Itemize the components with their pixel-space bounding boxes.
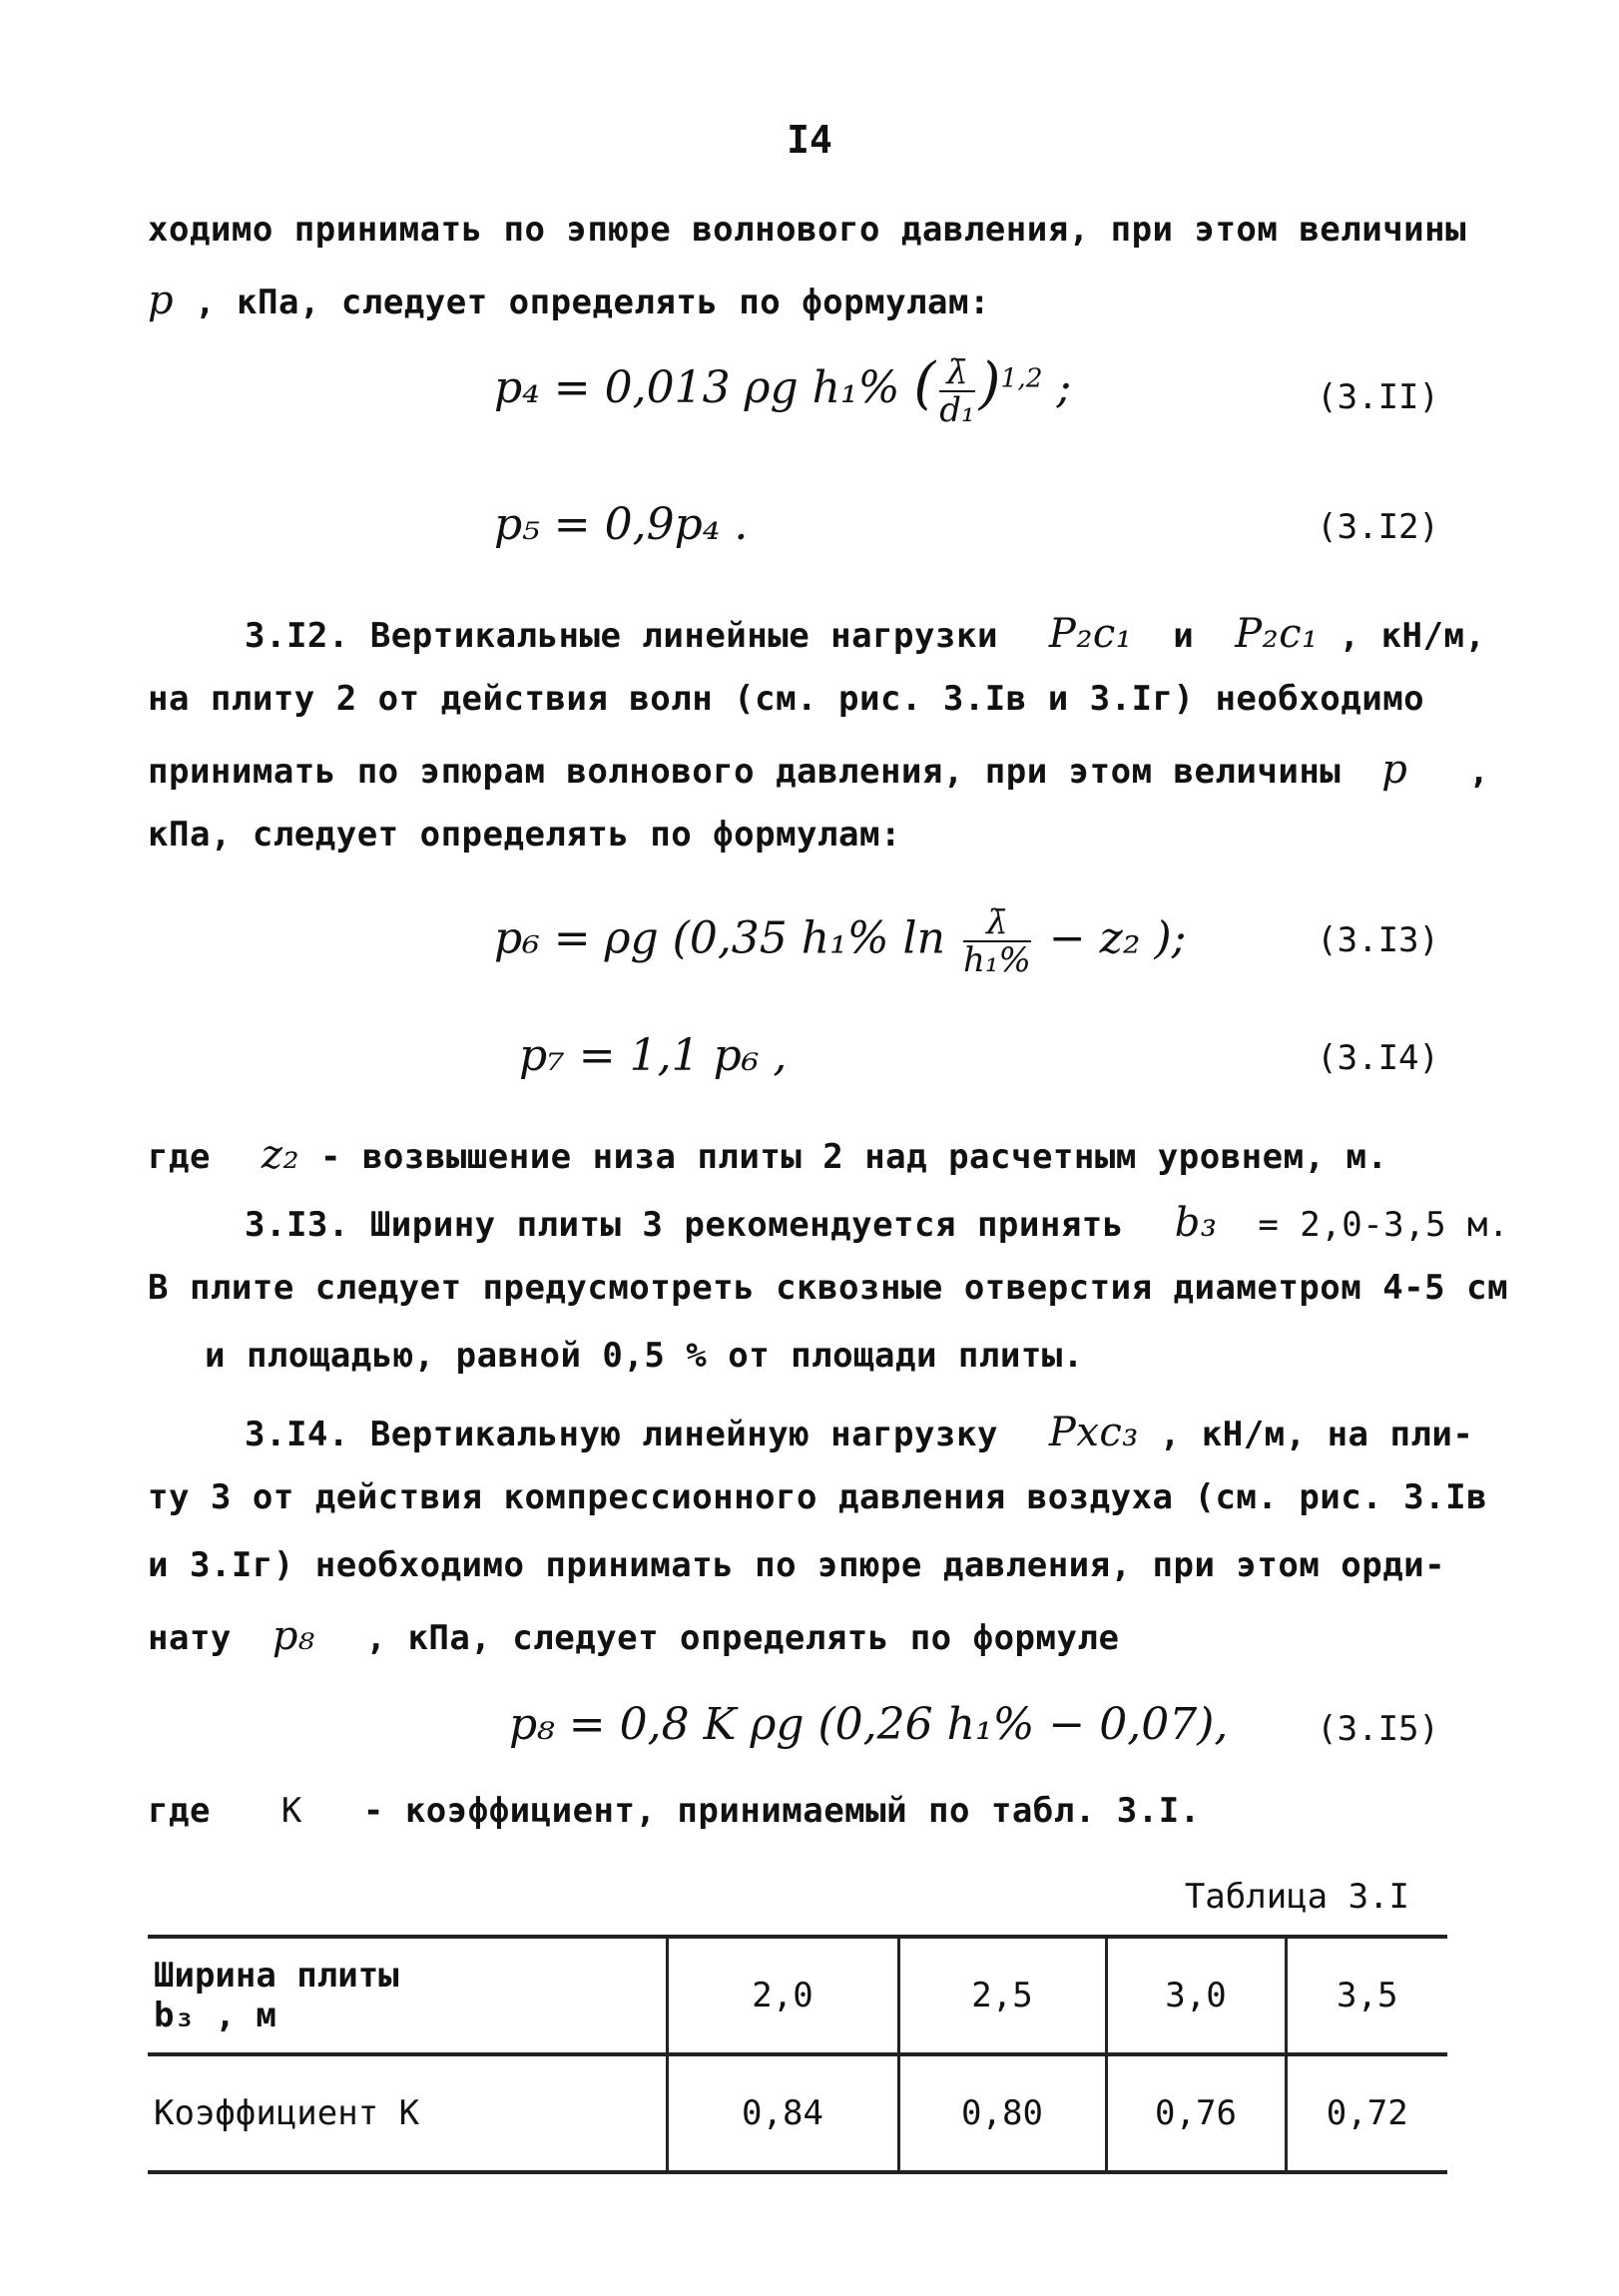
table-row-label: Коэффициент K (148, 2054, 667, 2172)
table-cell: 0,72 (1286, 2054, 1447, 2172)
table-row (148, 2054, 1447, 2172)
equation-number: (3.I5) (1317, 1709, 1439, 1749)
paragraph-line: В плите следует предусмотреть сквозные отверстия диаметром 4-5 см (148, 1268, 1509, 1308)
paragraph-line: и 3.Iг) необходимо принимать по эпюре давления, при этом орди- (148, 1545, 1446, 1585)
paragraph-text: , кПа, следует определять по формулам: (195, 283, 990, 322)
paragraph-line: и площадью, равной 0,5 % от площади плиты. (205, 1336, 1084, 1376)
table-header-row (148, 1937, 1447, 2054)
formula-text: − z₂ ); (1048, 912, 1187, 964)
paragraph-text: нату (148, 1618, 232, 1658)
paragraph-line (148, 1791, 1201, 1831)
symbol-pzc1: P₂c₁ (1235, 611, 1319, 657)
equation-number: (3.I2) (1317, 507, 1439, 547)
paragraph-text: - возвышение низа плиты 2 над расчетным уровнем, м. (320, 1137, 1388, 1177)
symbol-k: K (280, 1791, 302, 1831)
table-header-cell: 3,0 (1106, 1937, 1286, 2054)
paragraph-text: 3.I2. Вертикальные линейные нагрузки (245, 616, 998, 656)
symbol-p: p (148, 278, 175, 323)
page-number: I4 (787, 118, 832, 162)
paragraph-text: 3.I4. Вертикальную линейную нагрузку (245, 1415, 998, 1454)
paragraph-text: = 2,0-3,5 м. (1258, 1205, 1509, 1245)
symbol-pzc1: P₂c₁ (1048, 611, 1133, 657)
formula-3-11: p₄ = 0,013 ρg h₁% ( $\frac{\lambdā}{\text{d₁}}$ )$^{1,2}$ ; (494, 351, 1072, 430)
paragraph-text: и (1173, 616, 1195, 656)
paragraph-line: ходимо принимать по эпюре волнового давления, при этом величины (148, 210, 1467, 250)
symbol-p8: p₈ (271, 1613, 315, 1659)
paragraph-text: , (1468, 752, 1490, 792)
paragraph-line (148, 278, 990, 323)
table-header-cell: 3,5 (1286, 1937, 1447, 2054)
table-header-cell: 2,0 (667, 1937, 898, 2054)
paragraph-line (148, 747, 1489, 793)
table-header-label (148, 1937, 667, 2054)
symbol-p: p (1381, 747, 1408, 793)
formula-3-15: p₈ = 0,8 K ρg (0,26 h₁% − 0,07), (509, 1699, 1229, 1750)
symbol-z2: z₂ (261, 1132, 300, 1178)
paragraph-line: на плиту 2 от действия волн (см. рис. 3.Iв и 3.Iг) необходимо (148, 679, 1425, 719)
paragraph-line: ту 3 от действия компрессионного давления воздуха (см. рис. 3.Iв (148, 1477, 1488, 1517)
paragraph-line (148, 1132, 1387, 1178)
paragraph-line (148, 1613, 1119, 1659)
paragraph-text: , кН/м, (1339, 616, 1486, 656)
header-label-line: Ширина плиты (154, 1956, 399, 1996)
paragraph-text: 3.I3. Ширину плиты 3 рекомендуется принять (245, 1205, 1124, 1245)
fraction-numerator: λ̄ (939, 354, 974, 392)
equation-number: (3.II) (1317, 377, 1439, 417)
paragraph-text: где (148, 1791, 211, 1831)
exponent: 1,2 (1000, 362, 1043, 394)
table-caption: Таблица 3.I (1184, 1877, 1409, 1917)
header-label-line: b₃ , м (154, 1996, 276, 2035)
paragraph-text: , кПа, следует определять по формуле (365, 1618, 1120, 1658)
formula-tail: ; (1056, 362, 1072, 413)
equation-number: (3.I3) (1317, 920, 1439, 960)
formula-3-14: p₇ = 1,1 p₆ , (519, 1030, 788, 1081)
table-cell: 0,80 (898, 2054, 1106, 2172)
formula-3-13 (494, 904, 1186, 978)
paragraph-line (245, 611, 1485, 657)
fraction (939, 351, 975, 430)
table-header-cell: 2,5 (898, 1937, 1106, 2054)
paragraph-text: , кН/м, на пли- (1159, 1415, 1474, 1454)
fraction-numerator: λ̄ (963, 904, 1031, 942)
formula-text: p₄ = 0,013 ρg h₁% (494, 362, 900, 413)
table-cell: 0,76 (1106, 2054, 1286, 2172)
fraction-denominator: h₁% (962, 940, 1031, 980)
fraction (963, 904, 1031, 978)
paragraph-line: кПа, следует определять по формулам: (148, 815, 901, 855)
paragraph-text: принимать по эпюрам волнового давления, при этом величины (148, 752, 1342, 792)
paragraph-text: - коэффициент, принимаемый по табл. 3.I. (362, 1791, 1201, 1831)
paragraph-line (245, 1410, 1473, 1455)
equation-number: (3.I4) (1317, 1038, 1439, 1078)
symbol-b3: b₃ (1174, 1200, 1218, 1246)
formula-text: p₆ = ρg (0,35 h₁% ln (494, 912, 945, 964)
fraction-denominator: d₁ (939, 389, 975, 430)
coefficient-table (148, 1935, 1447, 2174)
paragraph-line (245, 1200, 1509, 1246)
table-cell: 0,84 (667, 2054, 898, 2172)
paragraph-text: где (148, 1137, 211, 1177)
symbol-pxc3: Pxc₃ (1048, 1410, 1139, 1455)
formula-3-12: p₅ = 0,9p₄ . (494, 499, 749, 550)
